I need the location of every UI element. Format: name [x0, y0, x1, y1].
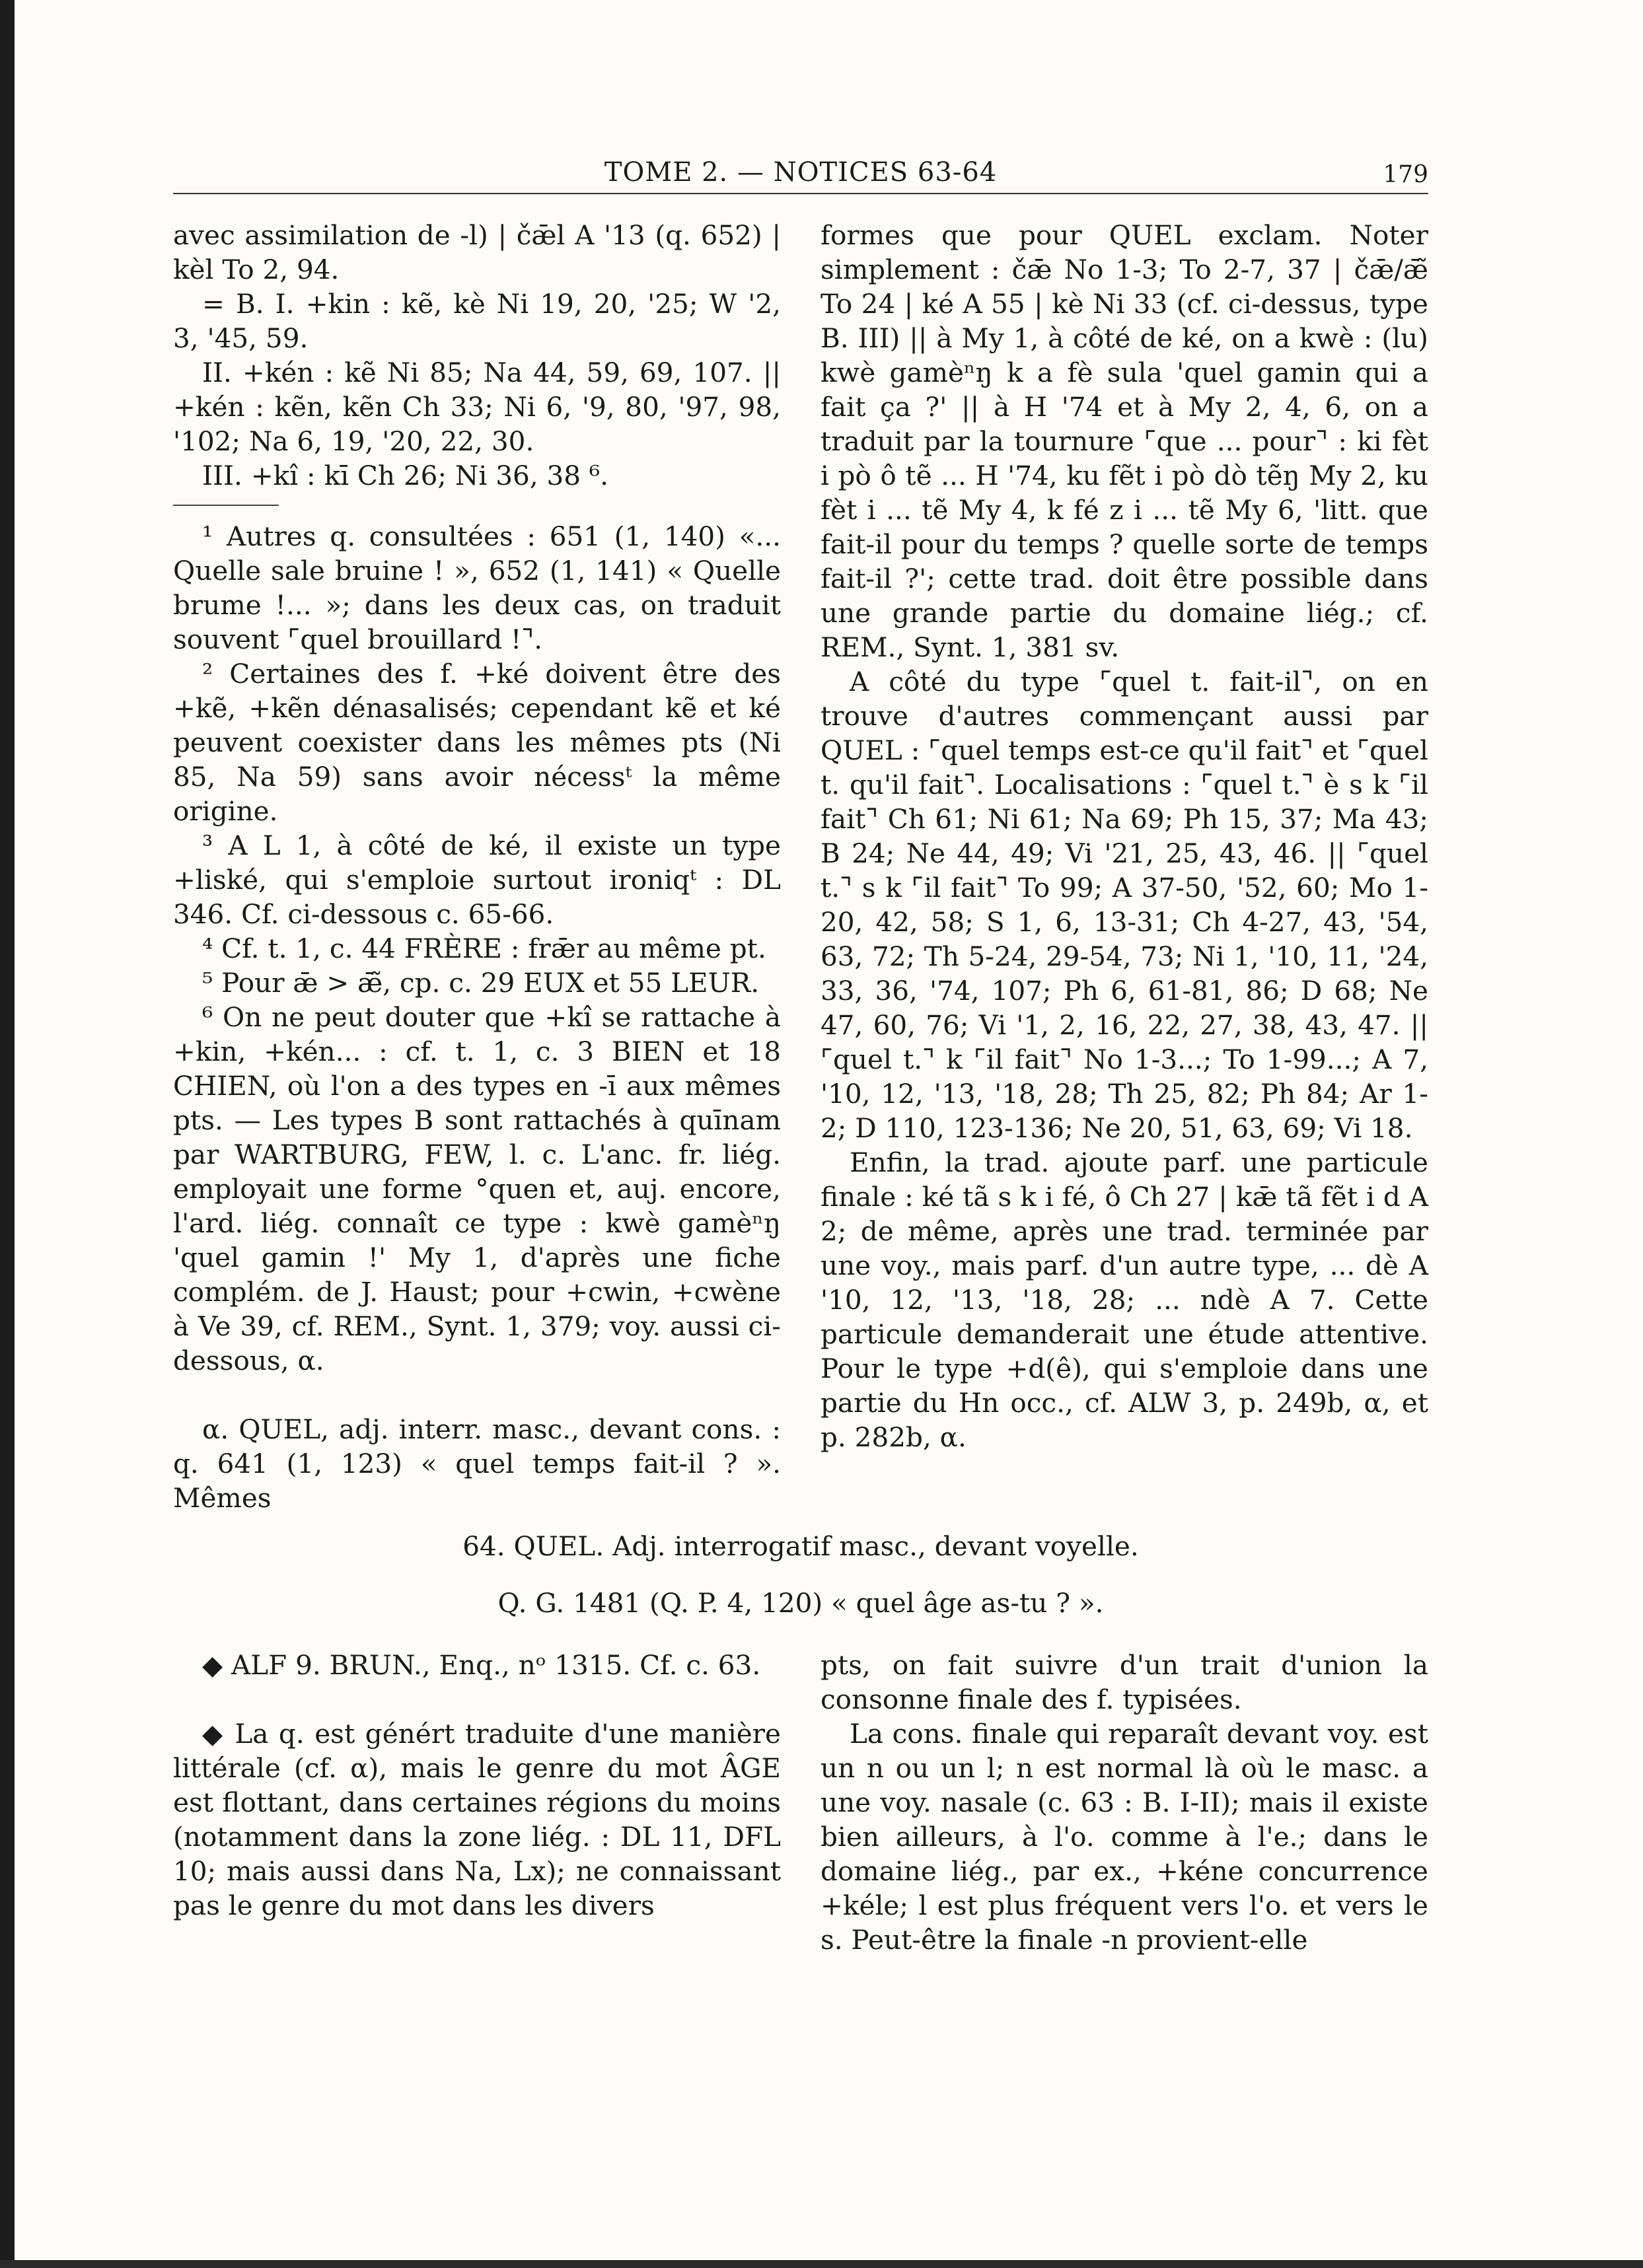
paragraph: A côté du type ⌜quel t. fait-il⌝, on en trouve d'autres commençant aussi par QUEL : ⌜quel temps est-ce qu'il fait⌝ et ⌜quel t. qu'il fait⌝. Localisations : ⌜quel t.⌝ è s k ⌜il fait⌝ Ch 61; Ni 61; Na 69; Ph 15, 37; Ma 43; B 24; Ne 44, 49; Vi '21, 25, 43, 46. || ⌜quel t.⌝ s k ⌜il fait⌝ To 99; A 37-50, '52, 60; Mo 1-20, 42, 58; S 1, 6, 13-31; Ch 4-27, 43, '54, 63, 72; Th 5-24, 29-54, 73; Ni 1, '10, 11, '24, 33, 36, '74, 107; Ph 6, 61-81, 86; D 68; Ne 47, 60, 76; Vi '1, 2, 16, 22, 27, 38, 43, 47. || ⌜quel t.⌝ k ⌜il fait⌝ No 1-3...; To 1-99...; A 7, '10, 12, '13, '18, 28; Th 25, 82; Ph 84; Ar 1-2; D 110, 123-136; Ne 20, 51, 63, 69; Vi 18.	[821, 666, 1428, 1144]
paragraph: ◆ La q. est génért traduite d'une manière littérale (cf. α), mais le genre du mot ÂGE est flottant, dans certaines régions du moins (notamment dans la zone liég. : DL 11, DFL 10; mais aussi dans Na, Lx); ne connaissant pas le genre du mot dans les divers	[173, 1718, 781, 1921]
paragraph: ◆ ALF 9. BRUN., Enq., nᵒ 1315. Cf. c. 63.	[202, 1649, 761, 1681]
footnote: ² Certaines des f. +ké doivent être des +kẽ, +kẽn dénasalisés; cependant kẽ et ké peuvent coexister dans les mêmes pts (Ni 85, Na 59) sans avoir nécessᵗ la même origine.	[173, 658, 781, 827]
footnote: ⁴ Cf. t. 1, c. 44 FRÈRE : frǣr au même pt.	[202, 933, 766, 964]
paragraph: La cons. finale qui reparaît devant voy. est un n ou un l; n est normal là où le masc. a une voy. nasale (c. 63 : B. I-II); mais il existe bien ailleurs, à l'o. comme à l'e.; dans le domaine liég., par ex., +kéne concurrence +kéle; l est plus fréquent vers l'o. et vers le s. Peut-être la finale -n provient-elle	[821, 1718, 1428, 1956]
notice-heading	[173, 1529, 1428, 1620]
footnote: ⁵ Pour ǣ > ǣ̃, cp. c. 29 EUX et 55 LEUR.	[202, 967, 760, 999]
paragraph: avec assimilation de -l) | čǣl A '13 (q. 652) | kèl To 2, 94.	[173, 219, 781, 285]
notice-question: Q. G. 1481 (Q. P. 4, 120) « quel âge as-tu ? ».	[497, 1587, 1104, 1619]
paragraph: = B. I. +kin : kẽ, kè Ni 19, 20, '25; W '2, 3, '45, 59.	[173, 288, 781, 354]
footnote: ⁶ On ne peut douter que +kî se rattache à +kin, +kén... : cf. t. 1, c. 3 BIEN et 18 CHIEN, où l'on a des types en -ī aux mêmes pts. — Les types B sont rattachés à quīnam par WARTBURG, FEW, l. c. L'anc. fr. liég. employait une forme °quen et, auj. encore, l'ard. liég. connaît ce type : kwè gamèⁿŋ 'quel gamin !' My 1, d'après une fiche complém. de J. Haust; pour +cwin, +cwène à Ve 39, cf. REM., Synt. 1, 379; voy. aussi ci-dessous, α.	[173, 1001, 781, 1376]
right-column-top	[821, 218, 1428, 1473]
paragraph-alpha: α. QUEL, adj. interr. masc., devant cons. : q. 641 (1, 123) « quel temps fait-il ? ». Mêmes	[173, 1413, 781, 1514]
footnote-rule	[173, 505, 279, 506]
notice-title: 64. QUEL. Adj. interrogatif masc., devant voyelle.	[462, 1530, 1139, 1562]
footnote: ¹ Autres q. consultées : 651 (1, 140) «... Quelle sale bruine ! », 652 (1, 141) « Quelle brume !... »; dans les deux cas, on traduit souvent ⌜quel brouillard !⌝.	[173, 520, 781, 655]
right-column-bottom	[821, 1648, 1428, 2242]
paragraph: pts, on fait suivre d'un trait d'union la consonne finale des f. typisées.	[821, 1649, 1428, 1715]
left-column-top	[173, 218, 781, 1514]
paragraph: formes que pour QUEL exclam. Noter simplement : čǣ No 1-3; To 2-7, 37 | čǣ/ǣ̃ To 24 | ké A 55 | kè Ni 33 (cf. ci-dessus, type B. III) || à My 1, à côté de ké, on a kwè : (lu) kwè gamèⁿŋ k a fè sula 'quel gamin qui a fait ça ?' || à H '74 et à My 2, 4, 6, on a traduit par la tournure ⌜que ... pour⌝ : ki fèt i pò ô tẽ ... H '74, ku fẽt i pò dò tẽŋ My 2, ku fèt i ... tẽ My 4, k fé z i ... tẽ My 6, 'litt. que fait-il pour du temps ? quelle sorte de temps fait-il ?'; cette trad. doit être possible dans une grande partie du domaine liég.; cf. REM., Synt. 1, 381 sv.	[821, 219, 1428, 663]
running-head	[173, 157, 1428, 194]
running-head-title: TOME 2. — NOTICES 63-64	[604, 157, 998, 188]
footnote: ³ A L 1, à côté de ké, il existe un type +liské, qui s'emploie surtout ironiqᵗ : DL 346. Cf. ci-dessous c. 65-66.	[173, 830, 781, 930]
paragraph: Enfin, la trad. ajoute parf. une particule finale : ké tã s k i fé, ô Ch 27 | kǣ tã fẽt i d A 2; de même, après une trad. terminée par une voy., mais parf. d'un autre type, ... dè A '10, 12, '13, '18, 28; ... ndè A 7. Cette particule demanderait une étude attentive. Pour le type +d(ê), qui s'emploie dans une partie du Hn occ., cf. ALW 3, p. 249b, α, et p. 282b, α.	[821, 1147, 1428, 1453]
document-page	[173, 0, 1428, 2268]
left-column-bottom	[173, 1648, 781, 2057]
footnotes	[173, 519, 781, 1378]
paragraph: III. +kî : kī Ch 26; Ni 36, 38 ⁶.	[202, 460, 608, 491]
header-rule	[173, 193, 1428, 194]
scan-edge	[0, 0, 15, 2268]
paragraph: II. +kén : kẽ Ni 85; Na 44, 59, 69, 107. || +kén : kẽn, kẽn Ch 33; Ni 6, '9, 80, '97, 98, '102; Na 6, 19, '20, 22, 30.	[173, 357, 781, 457]
page-number: 179	[1383, 161, 1428, 188]
